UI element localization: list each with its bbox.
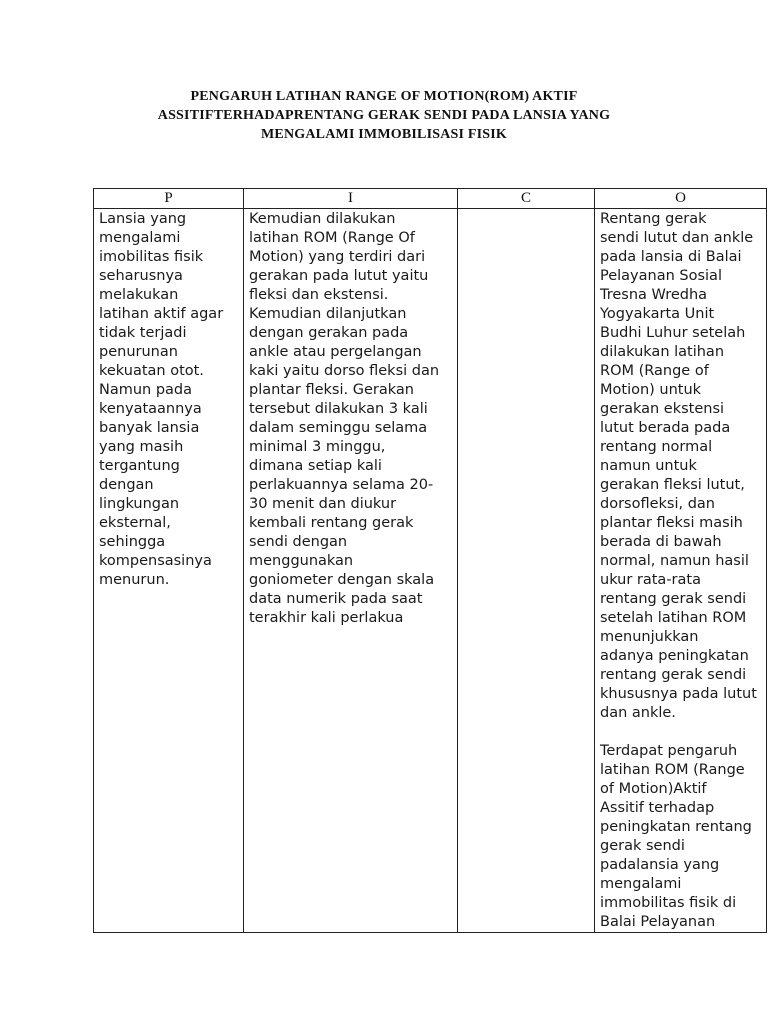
header-c: C <box>458 189 595 209</box>
cell-i <box>244 209 458 933</box>
title-line-1: PENGARUH LATIHAN RANGE OF MOTION(ROM) AKTIF <box>190 89 578 104</box>
title-line-3: MENGALAMI IMMOBILISASI FISIK <box>261 127 507 142</box>
title-line-2: ASSITIFTERHADAPRENTANG GERAK SENDI PADA LANSIA YANG <box>157 108 611 123</box>
cell-o-paragraph-1: Rentang gerak sendi lutut dan ankle pada lansia di Balai Pelayanan Sosial Tresna Wredha Yogyakarta Unit Budhi Luhur setelah dilakukan latihan ROM (Range of Motion) untuk gerakan ekstensi lutut berada pada rentang normal namun untuk gerakan fleksi lutut, dorsofleksi, dan plantar fleksi masih berada di bawah normal, namun hasil ukur rata-rata rentang gerak sendi setelah latihan ROM menunjukkan adanya peningkatan rentang gerak sendi khususnya pada lutut dan ankle. <box>600 211 757 721</box>
cell-o <box>595 209 767 933</box>
cell-i-text: Kemudian dilakukan latihan ROM (Range Of Motion) yang terdiri dari gerakan pada lutut yaitu fleksi dan ekstensi. Kemudian dilanjutkan dengan gerakan pada ankle atau pergelangan kaki yaitu dorso fleksi dan plantar fleksi. Gerakan tersebut dilakukan 3 kali dalam seminggu selama minimal 3 minggu, dimana setiap kali perlakuannya selama 20- 30 menit dan diukur kembali rentang gerak sendi dengan menggunakan goniometer dengan skala data numerik pada saat terakhir kali perlakua <box>249 211 440 626</box>
cell-o-paragraph-2: Terdapat pengaruh latihan ROM (Range of Motion)Aktif Assitif terhadap peningkatan rentang gerak sendi padalansia yang mengalami immobilitas fisik di Balai Pelayanan <box>600 743 752 930</box>
paragraph-gap <box>600 723 762 742</box>
pico-table <box>93 188 767 933</box>
cell-c <box>458 209 595 933</box>
table-row <box>94 209 767 933</box>
header-o: O <box>595 189 767 209</box>
document-title <box>100 87 668 144</box>
cell-p <box>94 209 244 933</box>
header-p: P <box>94 189 244 209</box>
header-i: I <box>244 189 458 209</box>
cell-p-text: Lansia yang mengalami imobilitas fisik seharusnya melakukan latihan aktif agar tidak terjadi penurunan kekuatan otot. Namun pada kenyataannya banyak lansia yang masih tergantung dengan lingkungan eksternal, sehingga kompensasinya menurun. <box>99 211 224 588</box>
table-header-row <box>94 189 767 209</box>
